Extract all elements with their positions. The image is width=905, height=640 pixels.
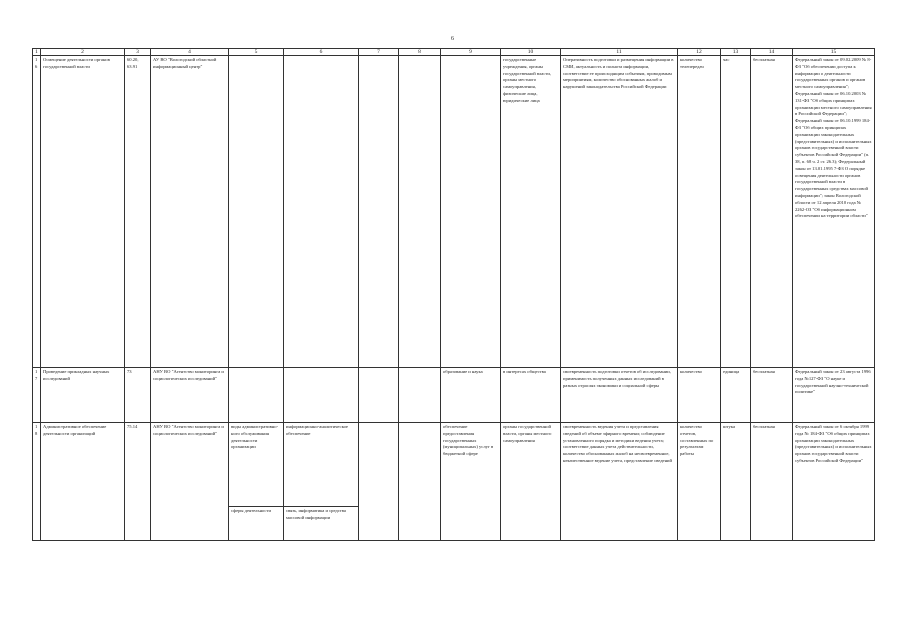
header-cell: 7	[359, 49, 399, 56]
split-cell	[229, 423, 284, 541]
header-cell: 14	[751, 49, 793, 56]
header-cell: 3	[125, 49, 151, 56]
header-cell: 1	[33, 49, 41, 56]
legal-basis-cell: Федеральный закон от 6 октября 1999 года № 184-ФЗ "Об общих принципах организации законодательных (представительных) и исполнительных органов государственной власти субъектов Российской Федерации"	[793, 423, 875, 541]
split-cell-bottom: сферы деятельности	[231, 508, 271, 513]
table-row	[33, 56, 875, 368]
consumers-cell: в интересах общества	[501, 368, 561, 423]
table-row	[33, 368, 875, 423]
split-cell-bottom: связь, информатика и средства массовой информации	[286, 508, 346, 520]
register-table	[32, 48, 875, 541]
table-cell	[399, 368, 441, 423]
quality-criteria-cell: Оперативность подготовки и размещения информации в СМИ, актуальность и полнота информации, соответствие ее происходящим событиям, проводимым мероприятиям, количество обоснованных жалоб и нарушений законодательства Российской Федерации	[561, 56, 678, 368]
okved-cell: 73	[125, 368, 151, 423]
table-cell	[399, 56, 441, 368]
split-cell-top: виды административно-ного обслуживания деятельности организации	[229, 423, 283, 507]
table-cell	[229, 56, 284, 368]
split-cell-top: информационно-аналитическое обеспечение	[284, 423, 358, 507]
table-cell	[359, 368, 399, 423]
institution-cell: АНУ ВО "Агентство мониторинга и социологических исследований"	[151, 423, 229, 541]
payment-cell: бесплатная	[751, 423, 793, 541]
quality-criteria-cell: своевременность подготовки отчетов об исследовании, применимость полученных данных исследований в разных отраслях экономики и социальной сферы	[561, 368, 678, 423]
table-cell	[229, 368, 284, 423]
payment-cell: бесплатная	[751, 56, 793, 368]
unit-cell: час	[721, 56, 751, 368]
okved-cell: 75.14	[125, 423, 151, 541]
indicator-cell: количество	[678, 368, 721, 423]
header-row	[33, 49, 875, 56]
page-number: 6	[451, 36, 454, 42]
header-cell: 6	[284, 49, 359, 56]
row-number: 16	[33, 56, 41, 368]
header-cell: 11	[561, 49, 678, 56]
row-number: 18	[33, 423, 41, 541]
header-cell: 4	[151, 49, 229, 56]
service-name-cell: Проведение прикладных научных исследований	[41, 368, 125, 423]
row-number: 17	[33, 368, 41, 423]
sphere-cell: обеспечение предоставления государственных (муниципальных) услуг в бюджетной сфере	[441, 423, 501, 541]
legal-basis-cell: Федеральный закон от 23 августа 1996 года №127-ФЗ "О науке и государственной научно-технической политике"	[793, 368, 875, 423]
header-cell: 15	[793, 49, 875, 56]
table-cell	[399, 423, 441, 541]
header-cell: 5	[229, 49, 284, 56]
quality-criteria-cell: своевременность ведения учета и представления сведений об объеме эфирного времени; соблюдение установленного порядка и методики ведения учета; соответствие данных учета действительности, количество обоснованных жалоб на несвоевременное, некачественное ведение учета, представление сведений	[561, 423, 678, 541]
table-cell	[284, 56, 359, 368]
consumers-cell: органы государственной власти, органы местного самоуправления	[501, 423, 561, 541]
service-name-cell: Осмещение деятельности органов государственной власти	[41, 56, 125, 368]
okved-cell: 60.20, 63.91	[125, 56, 151, 368]
unit-cell: единица	[721, 368, 751, 423]
indicator-cell: количество телепередач	[678, 56, 721, 368]
consumers-cell: государственные учреждения, органы государственной власти, органы местного самоуправления, физические лица, юридические лица	[501, 56, 561, 368]
table-cell	[359, 423, 399, 541]
table-cell	[441, 56, 501, 368]
header-cell: 13	[721, 49, 751, 56]
header-cell: 8	[399, 49, 441, 56]
unit-cell: штука	[721, 423, 751, 541]
table-row	[33, 423, 875, 541]
table-cell	[359, 56, 399, 368]
table-cell	[284, 368, 359, 423]
header-cell: 10	[501, 49, 561, 56]
sphere-cell: образование и наука	[441, 368, 501, 423]
split-cell	[284, 423, 359, 541]
indicator-cell: количество отчетов, составленных по результатам работы	[678, 423, 721, 541]
header-cell: 2	[41, 49, 125, 56]
payment-cell: бесплатная	[751, 368, 793, 423]
service-name-cell: Административное обеспечение деятельности организаций	[41, 423, 125, 541]
institution-cell: АУ ВО "Вологодский областной информационный центр"	[151, 56, 229, 368]
institution-cell: АНУ ВО "Агентство мониторинга и социологических исследований"	[151, 368, 229, 423]
header-cell: 12	[678, 49, 721, 56]
legal-basis-cell: Федеральный закон от 09.02.2009 № 8-ФЗ "Об обеспечении доступа к информации о деятельности государственных органов и органов местного самоуправления"; Федеральный закон от 06.10.2003 № 131-ФЗ "Об общих принципах организации местного самоуправления в Российской Федерации"; Федеральный закон от 06.10.1999 184-ФЗ "Об общих принципах организации законодательных (представительных) и исполнительных органов государственной власти субъектов Российской Федерации" (п. 38, п. 68 ч. 2 ст. 26.3); Федеральный закон от 13.01.1995 7-ФЗ О порядке освещения деятельности органов государственной власти в государственных средствах массовой информации"; закон Вологодской области от 12 апреля 2010 года № 2262-ОЗ "Об информационном обеспечении на территории области"	[793, 56, 875, 368]
header-cell: 9	[441, 49, 501, 56]
